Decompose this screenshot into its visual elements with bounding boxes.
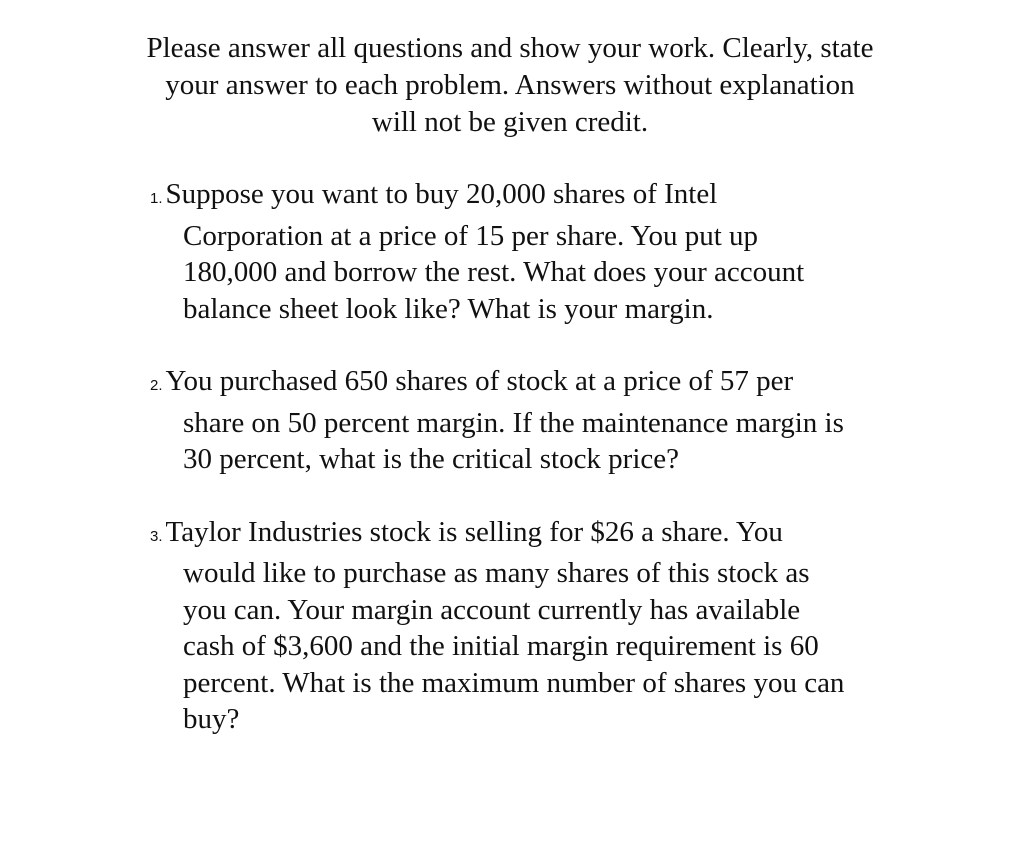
question-text-line: Suppose you want to buy 20,000 shares of Intel — [165, 178, 718, 210]
question-text-line: Corporation at a price of 15 per share. You put up — [183, 219, 759, 252]
instructions-line: Please answer all questions and show your work. Clearly, state — [146, 32, 874, 64]
instructions — [100, 30, 920, 141]
question-2 — [150, 363, 930, 478]
question-text-line: balance sheet look like? What is your margin. — [183, 292, 714, 325]
question-text-line: buy? — [183, 703, 240, 735]
question-text-line: percent. What is the maximum number of shares you can — [183, 666, 845, 699]
question-list — [150, 176, 930, 738]
question-text-line: 30 percent, what is the critical stock price? — [183, 443, 680, 475]
question-text-line: You purchased 650 shares of stock at a price of 57 per — [165, 365, 794, 397]
question-3 — [150, 514, 930, 738]
question-number: 1. — [150, 190, 163, 207]
instructions-line: will not be given credit. — [371, 106, 649, 138]
question-text-line: Taylor Industries stock is selling for $26 a share. You — [165, 515, 783, 548]
instructions-line: your answer to each problem. Answers without explanation — [165, 69, 855, 101]
question-text-line: would like to purchase as many shares of this stock as — [183, 557, 810, 589]
question-text-line: share on 50 percent margin. If the maintenance margin is — [183, 406, 844, 439]
question-number: 2. — [150, 377, 163, 394]
question-text-line: you can. Your margin account currently has available — [183, 593, 801, 626]
question-1 — [150, 176, 930, 327]
question-number: 3. — [150, 527, 163, 545]
question-text-line: 180,000 and borrow the rest. What does your account — [183, 256, 805, 288]
question-text-line: cash of $3,600 and the initial margin requirement is 60 — [183, 630, 819, 662]
